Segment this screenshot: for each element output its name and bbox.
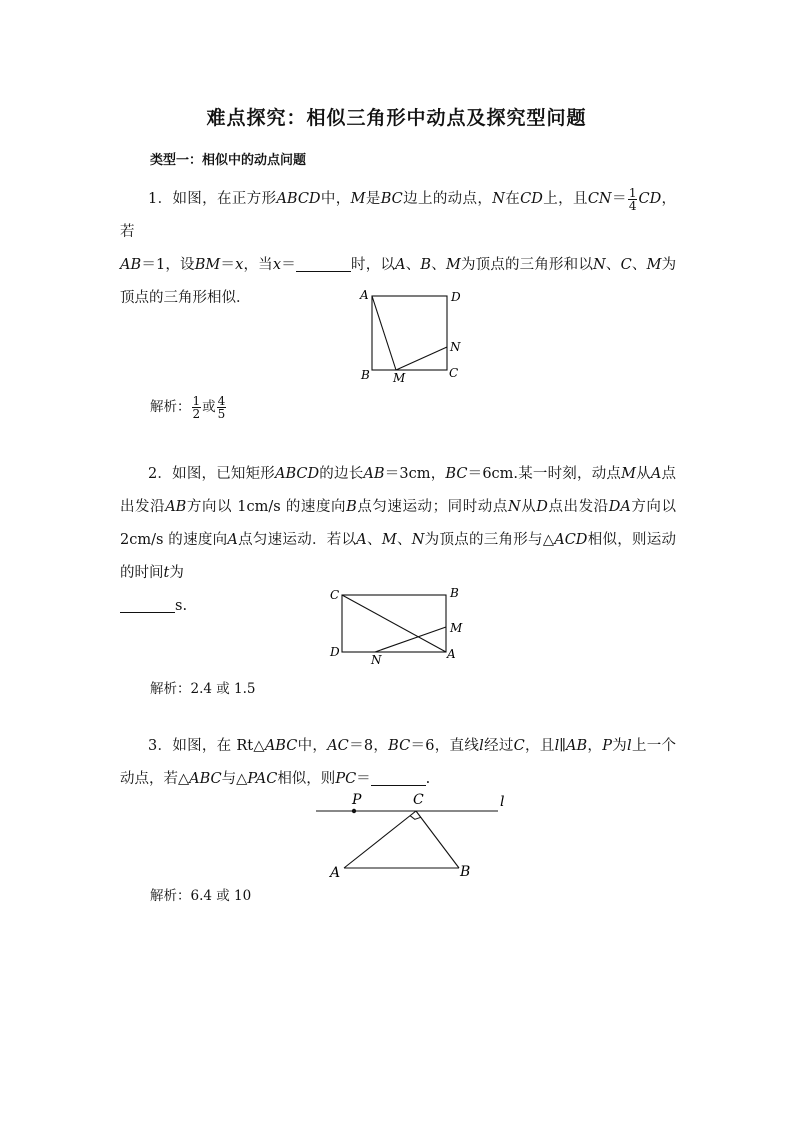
question-2: 2．如图，已知矩形ABCD的边长AB＝3cm，BC＝6cm.某一时刻，动点M从A点出发沿AB方向以 1cm/s 的速度向B点匀速运动；同时动点N从D点出发沿DA方向以 2cm/s 的速度向A点匀速运动．若以A、M、N为顶点的三角形与△ACD相似，则运动的时间t为 s. <box>120 466 677 614</box>
label-P: P <box>352 792 362 808</box>
label-N: N <box>371 653 382 665</box>
label-A: A <box>447 647 456 661</box>
label-B: B <box>361 368 370 382</box>
answer-blank <box>371 768 426 786</box>
label-l: l <box>500 794 505 810</box>
figure-right-triangle <box>310 788 520 880</box>
label-A: A <box>360 288 369 302</box>
answer-2: 解析：2.4 或 1.5 <box>150 681 256 697</box>
answer-blank <box>120 595 175 613</box>
label-C: C <box>330 588 340 602</box>
page-title: 难点探究：相似三角形中动点及探究型问题 <box>206 107 587 129</box>
answer-3: 解析：6.4 或 10 <box>150 888 252 904</box>
label-D: D <box>330 645 340 659</box>
question-3: 3．如图，在 Rt△ABC中，AC＝8，BC＝6，直线l经过C，且l∥AB，P为l上一个动点，若△ABC与△PAC相似，则PC＝ . <box>120 738 677 787</box>
label-C: C <box>449 366 459 380</box>
section-heading: 类型一：相似中的动点问题 <box>150 153 307 168</box>
fraction-one-quarter: $\frac{1}{4}$ <box>628 185 637 213</box>
answer-blank <box>296 254 351 272</box>
label-B: B <box>450 586 459 600</box>
figure-rectangle-abcd <box>325 585 470 665</box>
label-M: M <box>393 371 406 385</box>
label-D: D <box>451 290 461 304</box>
label-N: N <box>450 340 461 354</box>
answer-1: 解析： $\frac{1}{2}$ 或 $\frac{4}{5}$ <box>150 394 226 421</box>
question-1: 1．如图，在正方形ABCD中，M是BC边上的动点，N在CD上，且CN＝ $\frac{1}{4}$ CD，若 AB＝1，设BM＝x，当x＝ 时，以A、B、M为顶点的三角形和以N、C、M为顶点的三角形相似． <box>120 185 677 306</box>
label-C: C <box>413 792 424 808</box>
label-A: A <box>330 865 341 880</box>
label-M: M <box>450 621 463 635</box>
figure-square-abcd <box>355 285 475 385</box>
label-B: B <box>460 864 471 880</box>
